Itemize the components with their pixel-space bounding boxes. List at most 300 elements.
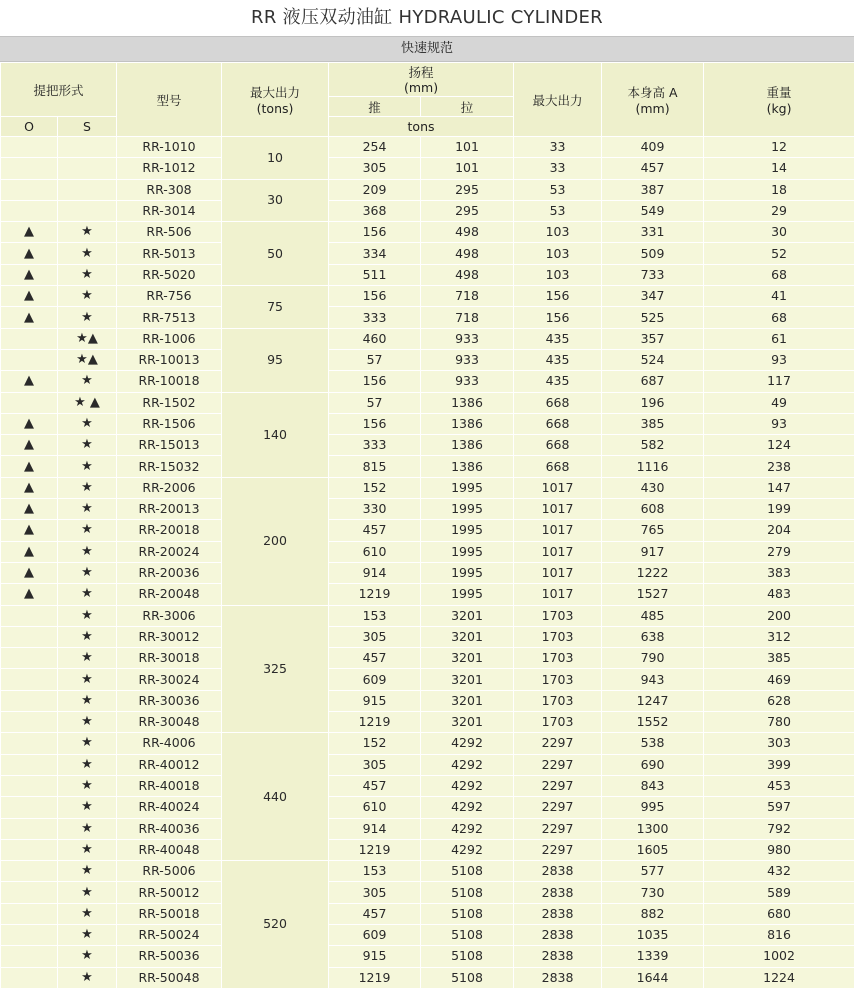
cell-weight: 18 (704, 179, 854, 200)
table-row (1, 775, 854, 796)
cell-weight: 432 (704, 861, 854, 882)
table-row (1, 264, 854, 285)
cell-height: 995 (602, 797, 704, 818)
cell-weight: 200 (704, 605, 854, 626)
table-row (1, 137, 854, 158)
cell-pull: 295 (421, 200, 514, 221)
table-body (1, 137, 854, 989)
cell-o-mark: ▲ (1, 541, 58, 562)
cell-s-mark: ★ (58, 797, 117, 818)
cell-o-mark (1, 648, 58, 669)
cell-max-force: 53 (514, 200, 602, 221)
cell-height: 1605 (602, 839, 704, 860)
cell-pull: 933 (421, 371, 514, 392)
cell-push: 209 (329, 179, 421, 200)
cell-model: RR-40036 (117, 818, 222, 839)
page-title: RR 液压双动油缸 HYDRAULIC CYLINDER (251, 7, 603, 28)
cell-max-force: 435 (514, 349, 602, 370)
cell-max-force: 33 (514, 137, 602, 158)
cell-height: 1552 (602, 712, 704, 733)
cell-s-mark: ★ (58, 541, 117, 562)
table-row (1, 967, 854, 988)
cell-height: 331 (602, 222, 704, 243)
cell-pull: 4292 (421, 754, 514, 775)
cell-model: RR-20013 (117, 499, 222, 520)
cell-height: 577 (602, 861, 704, 882)
cell-height: 1644 (602, 967, 704, 988)
cell-height: 430 (602, 477, 704, 498)
cell-model: RR-15032 (117, 456, 222, 477)
cell-height: 457 (602, 158, 704, 179)
cell-capacity: 50 (222, 222, 329, 286)
cell-model: RR-308 (117, 179, 222, 200)
cell-s-mark: ★ (58, 243, 117, 264)
cell-height: 485 (602, 605, 704, 626)
cell-o-mark (1, 669, 58, 690)
table-row (1, 562, 854, 583)
table-row (1, 435, 854, 456)
cell-height: 1300 (602, 818, 704, 839)
table-row (1, 477, 854, 498)
cell-push: 305 (329, 158, 421, 179)
cell-pull: 3201 (421, 712, 514, 733)
cell-s-mark: ★ (58, 307, 117, 328)
cell-push: 254 (329, 137, 421, 158)
cell-o-mark (1, 733, 58, 754)
cell-max-force: 53 (514, 179, 602, 200)
cell-model: RR-10018 (117, 371, 222, 392)
cell-push: 333 (329, 435, 421, 456)
cell-o-mark (1, 158, 58, 179)
cell-max-force: 103 (514, 222, 602, 243)
cell-weight: 816 (704, 924, 854, 945)
cell-pull: 1386 (421, 456, 514, 477)
cell-model: RR-40048 (117, 839, 222, 860)
cell-o-mark: ▲ (1, 222, 58, 243)
cell-pull: 498 (421, 243, 514, 264)
cell-pull: 1995 (421, 499, 514, 520)
cell-o-mark (1, 690, 58, 711)
cell-o-mark: ▲ (1, 520, 58, 541)
cell-max-force: 2297 (514, 839, 602, 860)
cell-s-mark: ★ (58, 754, 117, 775)
cell-pull: 3201 (421, 626, 514, 647)
cell-push: 156 (329, 371, 421, 392)
cell-push: 609 (329, 669, 421, 690)
cell-capacity: 325 (222, 605, 329, 733)
cell-height: 638 (602, 626, 704, 647)
cell-weight: 124 (704, 435, 854, 456)
cell-weight: 792 (704, 818, 854, 839)
cell-max-force: 1017 (514, 477, 602, 498)
cell-max-force: 2838 (514, 924, 602, 945)
cell-push: 457 (329, 903, 421, 924)
cell-model: RR-1006 (117, 328, 222, 349)
cell-push: 334 (329, 243, 421, 264)
cell-s-mark: ★ (58, 733, 117, 754)
cell-height: 1035 (602, 924, 704, 945)
cell-weight: 117 (704, 371, 854, 392)
cell-o-mark (1, 626, 58, 647)
table-row (1, 286, 854, 307)
cell-weight: 597 (704, 797, 854, 818)
header-model: 型号 (117, 63, 222, 137)
cell-max-force: 2838 (514, 882, 602, 903)
cell-model: RR-1012 (117, 158, 222, 179)
table-row (1, 690, 854, 711)
cell-height: 196 (602, 392, 704, 413)
cell-push: 156 (329, 222, 421, 243)
cell-max-force: 1017 (514, 499, 602, 520)
cell-pull: 1995 (421, 541, 514, 562)
cell-weight: 780 (704, 712, 854, 733)
cell-push: 1219 (329, 839, 421, 860)
cell-weight: 68 (704, 264, 854, 285)
cell-capacity: 75 (222, 286, 329, 329)
cell-push: 457 (329, 775, 421, 796)
cell-height: 509 (602, 243, 704, 264)
cell-pull: 4292 (421, 797, 514, 818)
cell-o-mark (1, 839, 58, 860)
cell-max-force: 2297 (514, 733, 602, 754)
cell-pull: 101 (421, 158, 514, 179)
cell-pull: 5108 (421, 946, 514, 967)
cell-weight: 41 (704, 286, 854, 307)
cell-model: RR-50018 (117, 903, 222, 924)
table-row (1, 584, 854, 605)
cell-o-mark (1, 818, 58, 839)
cell-o-mark: ▲ (1, 264, 58, 285)
cell-push: 610 (329, 797, 421, 818)
cell-height: 387 (602, 179, 704, 200)
cell-push: 457 (329, 520, 421, 541)
cell-model: RR-5006 (117, 861, 222, 882)
cell-max-force: 1017 (514, 541, 602, 562)
cell-push: 333 (329, 307, 421, 328)
cell-pull: 5108 (421, 861, 514, 882)
cell-s-mark: ★ (58, 669, 117, 690)
cell-height: 882 (602, 903, 704, 924)
cell-weight: 279 (704, 541, 854, 562)
cell-height: 608 (602, 499, 704, 520)
cell-o-mark (1, 712, 58, 733)
cell-push: 368 (329, 200, 421, 221)
cell-o-mark (1, 754, 58, 775)
cell-o-mark: ▲ (1, 243, 58, 264)
cell-s-mark: ★ (58, 499, 117, 520)
cell-s-mark: ★ (58, 648, 117, 669)
cell-height: 538 (602, 733, 704, 754)
cell-weight: 628 (704, 690, 854, 711)
cell-weight: 199 (704, 499, 854, 520)
cell-o-mark: ▲ (1, 307, 58, 328)
cell-height: 1222 (602, 562, 704, 583)
cell-push: 152 (329, 733, 421, 754)
table-row (1, 882, 854, 903)
cell-weight: 589 (704, 882, 854, 903)
cell-weight: 12 (704, 137, 854, 158)
table-row (1, 818, 854, 839)
cell-pull: 3201 (421, 605, 514, 626)
cell-s-mark: ★ (58, 520, 117, 541)
cell-s-mark: ★ (58, 839, 117, 860)
cell-weight: 68 (704, 307, 854, 328)
cell-max-force: 103 (514, 243, 602, 264)
cell-s-mark: ★ (58, 477, 117, 498)
cell-weight: 1224 (704, 967, 854, 988)
cell-s-mark: ★ (58, 456, 117, 477)
cell-s-mark: ★ (58, 626, 117, 647)
cell-pull: 933 (421, 349, 514, 370)
cell-model: RR-30012 (117, 626, 222, 647)
cell-capacity: 10 (222, 137, 329, 180)
table-row (1, 797, 854, 818)
cell-capacity: 95 (222, 328, 329, 392)
cell-height: 1247 (602, 690, 704, 711)
cell-height: 730 (602, 882, 704, 903)
table-row (1, 669, 854, 690)
cell-o-mark (1, 328, 58, 349)
cell-push: 156 (329, 286, 421, 307)
cell-height: 385 (602, 413, 704, 434)
cell-capacity: 520 (222, 861, 329, 989)
cell-o-mark (1, 861, 58, 882)
cell-o-mark: ▲ (1, 371, 58, 392)
cell-weight: 303 (704, 733, 854, 754)
cell-max-force: 1703 (514, 648, 602, 669)
cell-model: RR-20048 (117, 584, 222, 605)
cell-pull: 1386 (421, 413, 514, 434)
table-row (1, 243, 854, 264)
cell-s-mark: ★ (58, 967, 117, 988)
cell-pull: 933 (421, 328, 514, 349)
cell-pull: 498 (421, 264, 514, 285)
table-row (1, 179, 854, 200)
cell-push: 915 (329, 946, 421, 967)
table-row (1, 499, 854, 520)
cell-o-mark (1, 924, 58, 945)
cell-model: RR-30036 (117, 690, 222, 711)
cell-model: RR-1502 (117, 392, 222, 413)
cell-s-mark: ★ (58, 924, 117, 945)
cell-o-mark (1, 200, 58, 221)
cell-pull: 3201 (421, 648, 514, 669)
cell-pull: 4292 (421, 733, 514, 754)
cell-height: 1116 (602, 456, 704, 477)
cell-model: RR-30048 (117, 712, 222, 733)
header-push: 推 (329, 97, 421, 117)
cell-o-mark: ▲ (1, 456, 58, 477)
cell-o-mark (1, 882, 58, 903)
cell-s-mark: ★ (58, 903, 117, 924)
cell-push: 914 (329, 818, 421, 839)
cell-pull: 1386 (421, 392, 514, 413)
table-row (1, 861, 854, 882)
cell-pull: 1995 (421, 520, 514, 541)
cell-height: 549 (602, 200, 704, 221)
cell-weight: 385 (704, 648, 854, 669)
table-row (1, 839, 854, 860)
cell-push: 1219 (329, 712, 421, 733)
cell-pull: 5108 (421, 882, 514, 903)
header-tons: tons (329, 117, 514, 137)
cell-pull: 3201 (421, 690, 514, 711)
cell-weight: 483 (704, 584, 854, 605)
header-o: O (1, 117, 58, 137)
cell-o-mark: ▲ (1, 562, 58, 583)
section-subtitle: 快速规范 (0, 36, 854, 62)
cell-model: RR-20036 (117, 562, 222, 583)
cell-push: 57 (329, 392, 421, 413)
cell-height: 943 (602, 669, 704, 690)
cell-max-force: 1017 (514, 520, 602, 541)
cell-capacity: 140 (222, 392, 329, 477)
cell-weight: 49 (704, 392, 854, 413)
table-row (1, 307, 854, 328)
cell-s-mark: ★ (58, 413, 117, 434)
cell-max-force: 2838 (514, 967, 602, 988)
header-weight: 重量 (kg) (704, 63, 854, 137)
cell-o-mark (1, 797, 58, 818)
cell-push: 152 (329, 477, 421, 498)
cell-max-force: 1017 (514, 562, 602, 583)
cell-s-mark: ★ (58, 605, 117, 626)
cell-weight: 399 (704, 754, 854, 775)
cell-weight: 93 (704, 349, 854, 370)
cell-s-mark: ★ (58, 286, 117, 307)
header-height: 本身高 A (mm) (602, 63, 704, 137)
cell-s-mark: ★ (58, 818, 117, 839)
cell-o-mark (1, 967, 58, 988)
table-row (1, 392, 854, 413)
cell-model: RR-50024 (117, 924, 222, 945)
cell-model: RR-40012 (117, 754, 222, 775)
cell-o-mark (1, 775, 58, 796)
cell-pull: 1995 (421, 562, 514, 583)
cell-max-force: 1703 (514, 690, 602, 711)
cell-model: RR-30024 (117, 669, 222, 690)
cell-pull: 3201 (421, 669, 514, 690)
cell-o-mark: ▲ (1, 499, 58, 520)
cell-max-force: 435 (514, 371, 602, 392)
cell-push: 914 (329, 562, 421, 583)
cell-push: 815 (329, 456, 421, 477)
cell-pull: 498 (421, 222, 514, 243)
header-stroke: 扬程 (mm) (329, 63, 514, 97)
cell-max-force: 103 (514, 264, 602, 285)
cell-weight: 453 (704, 775, 854, 796)
cell-s-mark (58, 179, 117, 200)
cell-push: 511 (329, 264, 421, 285)
cell-weight: 93 (704, 413, 854, 434)
cell-s-mark (58, 137, 117, 158)
cell-o-mark (1, 349, 58, 370)
cell-o-mark: ▲ (1, 286, 58, 307)
cell-s-mark: ★ (58, 222, 117, 243)
cell-weight: 312 (704, 626, 854, 647)
cell-pull: 1386 (421, 435, 514, 456)
header-capacity: 最大出力 (tons) (222, 63, 329, 137)
cell-max-force: 1703 (514, 712, 602, 733)
cell-push: 305 (329, 626, 421, 647)
cell-model: RR-2006 (117, 477, 222, 498)
cell-max-force: 156 (514, 307, 602, 328)
table-row (1, 946, 854, 967)
cell-o-mark: ▲ (1, 584, 58, 605)
cell-max-force: 1703 (514, 626, 602, 647)
cell-weight: 204 (704, 520, 854, 541)
cell-push: 153 (329, 605, 421, 626)
cell-s-mark: ★ (58, 882, 117, 903)
cell-model: RR-756 (117, 286, 222, 307)
cell-s-mark (58, 200, 117, 221)
cell-pull: 718 (421, 286, 514, 307)
cell-max-force: 1703 (514, 605, 602, 626)
cell-s-mark (58, 158, 117, 179)
cell-push: 153 (329, 861, 421, 882)
cell-max-force: 2297 (514, 818, 602, 839)
cell-height: 525 (602, 307, 704, 328)
cell-max-force: 2838 (514, 861, 602, 882)
cell-push: 460 (329, 328, 421, 349)
table-row (1, 626, 854, 647)
table-row (1, 605, 854, 626)
cell-capacity: 200 (222, 477, 329, 605)
cell-height: 347 (602, 286, 704, 307)
cell-weight: 1002 (704, 946, 854, 967)
cell-model: RR-3006 (117, 605, 222, 626)
table-header (1, 63, 854, 137)
cell-o-mark (1, 903, 58, 924)
cell-weight: 980 (704, 839, 854, 860)
table-row (1, 733, 854, 754)
cell-max-force: 435 (514, 328, 602, 349)
cell-max-force: 33 (514, 158, 602, 179)
cell-height: 733 (602, 264, 704, 285)
cell-weight: 238 (704, 456, 854, 477)
cell-pull: 4292 (421, 775, 514, 796)
cell-height: 690 (602, 754, 704, 775)
cell-model: RR-506 (117, 222, 222, 243)
table-row (1, 222, 854, 243)
cell-pull: 5108 (421, 903, 514, 924)
cell-s-mark: ★ (58, 584, 117, 605)
cell-s-mark: ★ (58, 775, 117, 796)
header-pull: 拉 (421, 97, 514, 117)
table-row (1, 413, 854, 434)
cell-model: RR-3014 (117, 200, 222, 221)
cell-s-mark: ★ (58, 264, 117, 285)
cell-o-mark: ▲ (1, 413, 58, 434)
table-row (1, 349, 854, 370)
cell-max-force: 2297 (514, 775, 602, 796)
cell-model: RR-20018 (117, 520, 222, 541)
cell-model: RR-30018 (117, 648, 222, 669)
cell-s-mark: ★ (58, 712, 117, 733)
cell-model: RR-15013 (117, 435, 222, 456)
cell-push: 457 (329, 648, 421, 669)
cell-max-force: 2297 (514, 797, 602, 818)
cell-max-force: 668 (514, 392, 602, 413)
cell-height: 357 (602, 328, 704, 349)
table-row (1, 371, 854, 392)
cell-pull: 5108 (421, 967, 514, 988)
cell-o-mark (1, 946, 58, 967)
cell-height: 843 (602, 775, 704, 796)
cell-model: RR-50036 (117, 946, 222, 967)
cell-pull: 718 (421, 307, 514, 328)
table-row (1, 520, 854, 541)
